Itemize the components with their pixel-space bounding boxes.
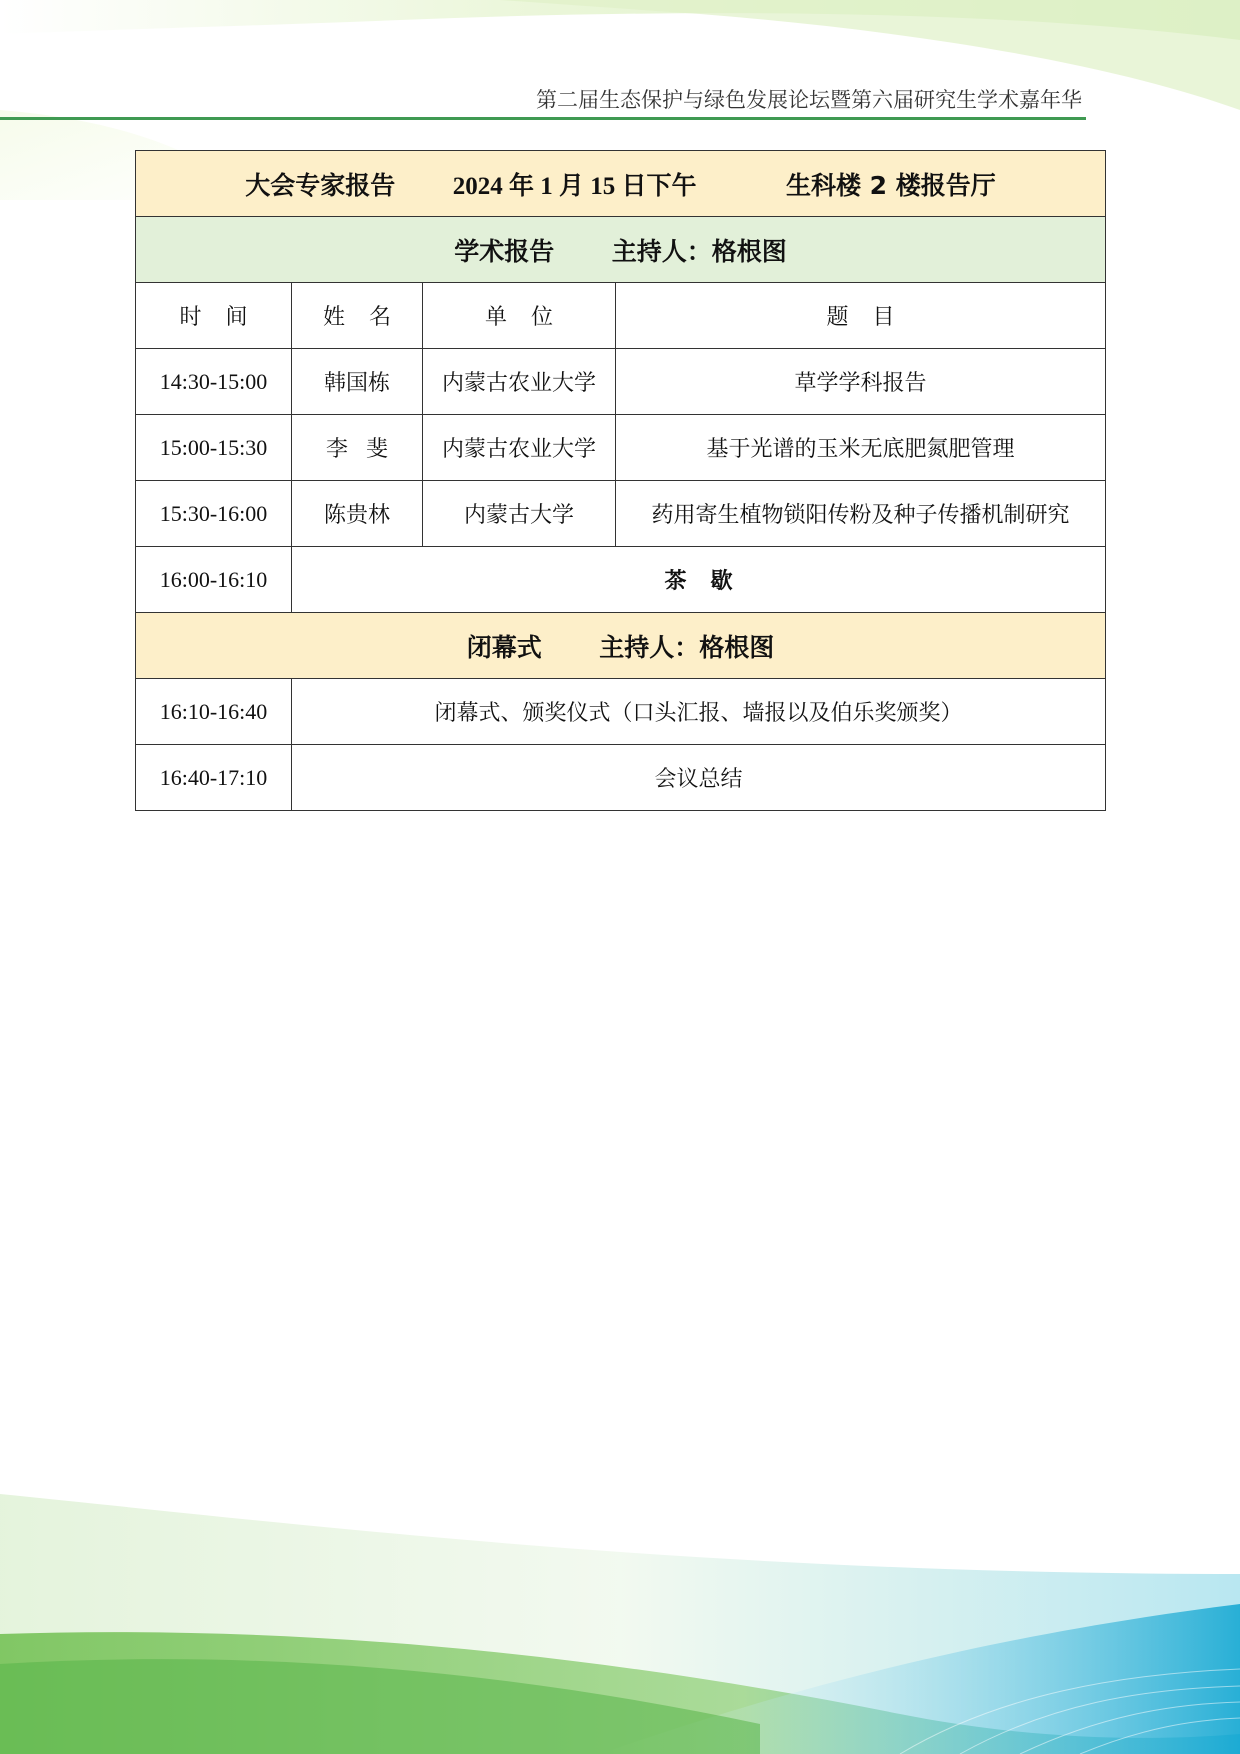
talk-speaker: 李斐 (292, 415, 423, 481)
talk-speaker: 陈贵林 (292, 481, 423, 547)
session-venue: 生科楼 2 楼报告厅 (785, 170, 996, 200)
closing-header-cell (136, 613, 1106, 679)
academic-title: 学术报告 (454, 236, 555, 266)
closing-label: 会议总结 (292, 745, 1106, 811)
tea-break-time: 16:00-16:10 (136, 547, 292, 613)
document-header-title: 第二届生态保护与绿色发展论坛暨第六届研究生学术嘉年华 (536, 88, 1082, 112)
academic-host: 主持人：格根图 (611, 236, 787, 266)
talk-unit: 内蒙古农业大学 (423, 349, 616, 415)
tea-break-row (136, 547, 1106, 613)
table-row (136, 349, 1106, 415)
bottom-background-decoration (0, 1454, 1240, 1754)
table-row (136, 745, 1106, 811)
closing-time: 16:40-17:10 (136, 745, 292, 811)
column-header-name: 姓名 (292, 283, 423, 349)
talk-time: 15:00-15:30 (136, 415, 292, 481)
closing-title: 闭幕式 (466, 632, 542, 662)
closing-header-row (136, 613, 1106, 679)
talk-time: 14:30-15:00 (136, 349, 292, 415)
session-date: 2024 年 1 月 15 日下午 (452, 172, 697, 200)
academic-header-row (136, 217, 1106, 283)
talk-topic: 草学学科报告 (616, 349, 1106, 415)
closing-host: 主持人：格根图 (599, 632, 775, 662)
header-divider-line (0, 117, 1086, 120)
session-header-row (136, 151, 1106, 217)
talk-topic: 药用寄生植物锁阳传粉及种子传播机制研究 (616, 481, 1106, 547)
schedule-table (135, 150, 1106, 811)
column-header-topic: 题目 (616, 283, 1106, 349)
talk-unit: 内蒙古农业大学 (423, 415, 616, 481)
table-row (136, 481, 1106, 547)
talk-speaker: 韩国栋 (292, 349, 423, 415)
tea-break-label: 茶歇 (292, 547, 1106, 613)
table-row (136, 679, 1106, 745)
column-header-time: 时间 (136, 283, 292, 349)
column-header-unit: 单位 (423, 283, 616, 349)
closing-time: 16:10-16:40 (136, 679, 292, 745)
session-title: 大会专家报告 (245, 170, 396, 200)
closing-label: 闭幕式、颁奖仪式（口头汇报、墙报以及伯乐奖颁奖） (292, 679, 1106, 745)
column-header-row (136, 283, 1106, 349)
talk-topic: 基于光谱的玉米无底肥氮肥管理 (616, 415, 1106, 481)
academic-header-cell (136, 217, 1106, 283)
table-row (136, 415, 1106, 481)
talk-time: 15:30-16:00 (136, 481, 292, 547)
talk-unit: 内蒙古大学 (423, 481, 616, 547)
session-header-cell (136, 151, 1106, 217)
